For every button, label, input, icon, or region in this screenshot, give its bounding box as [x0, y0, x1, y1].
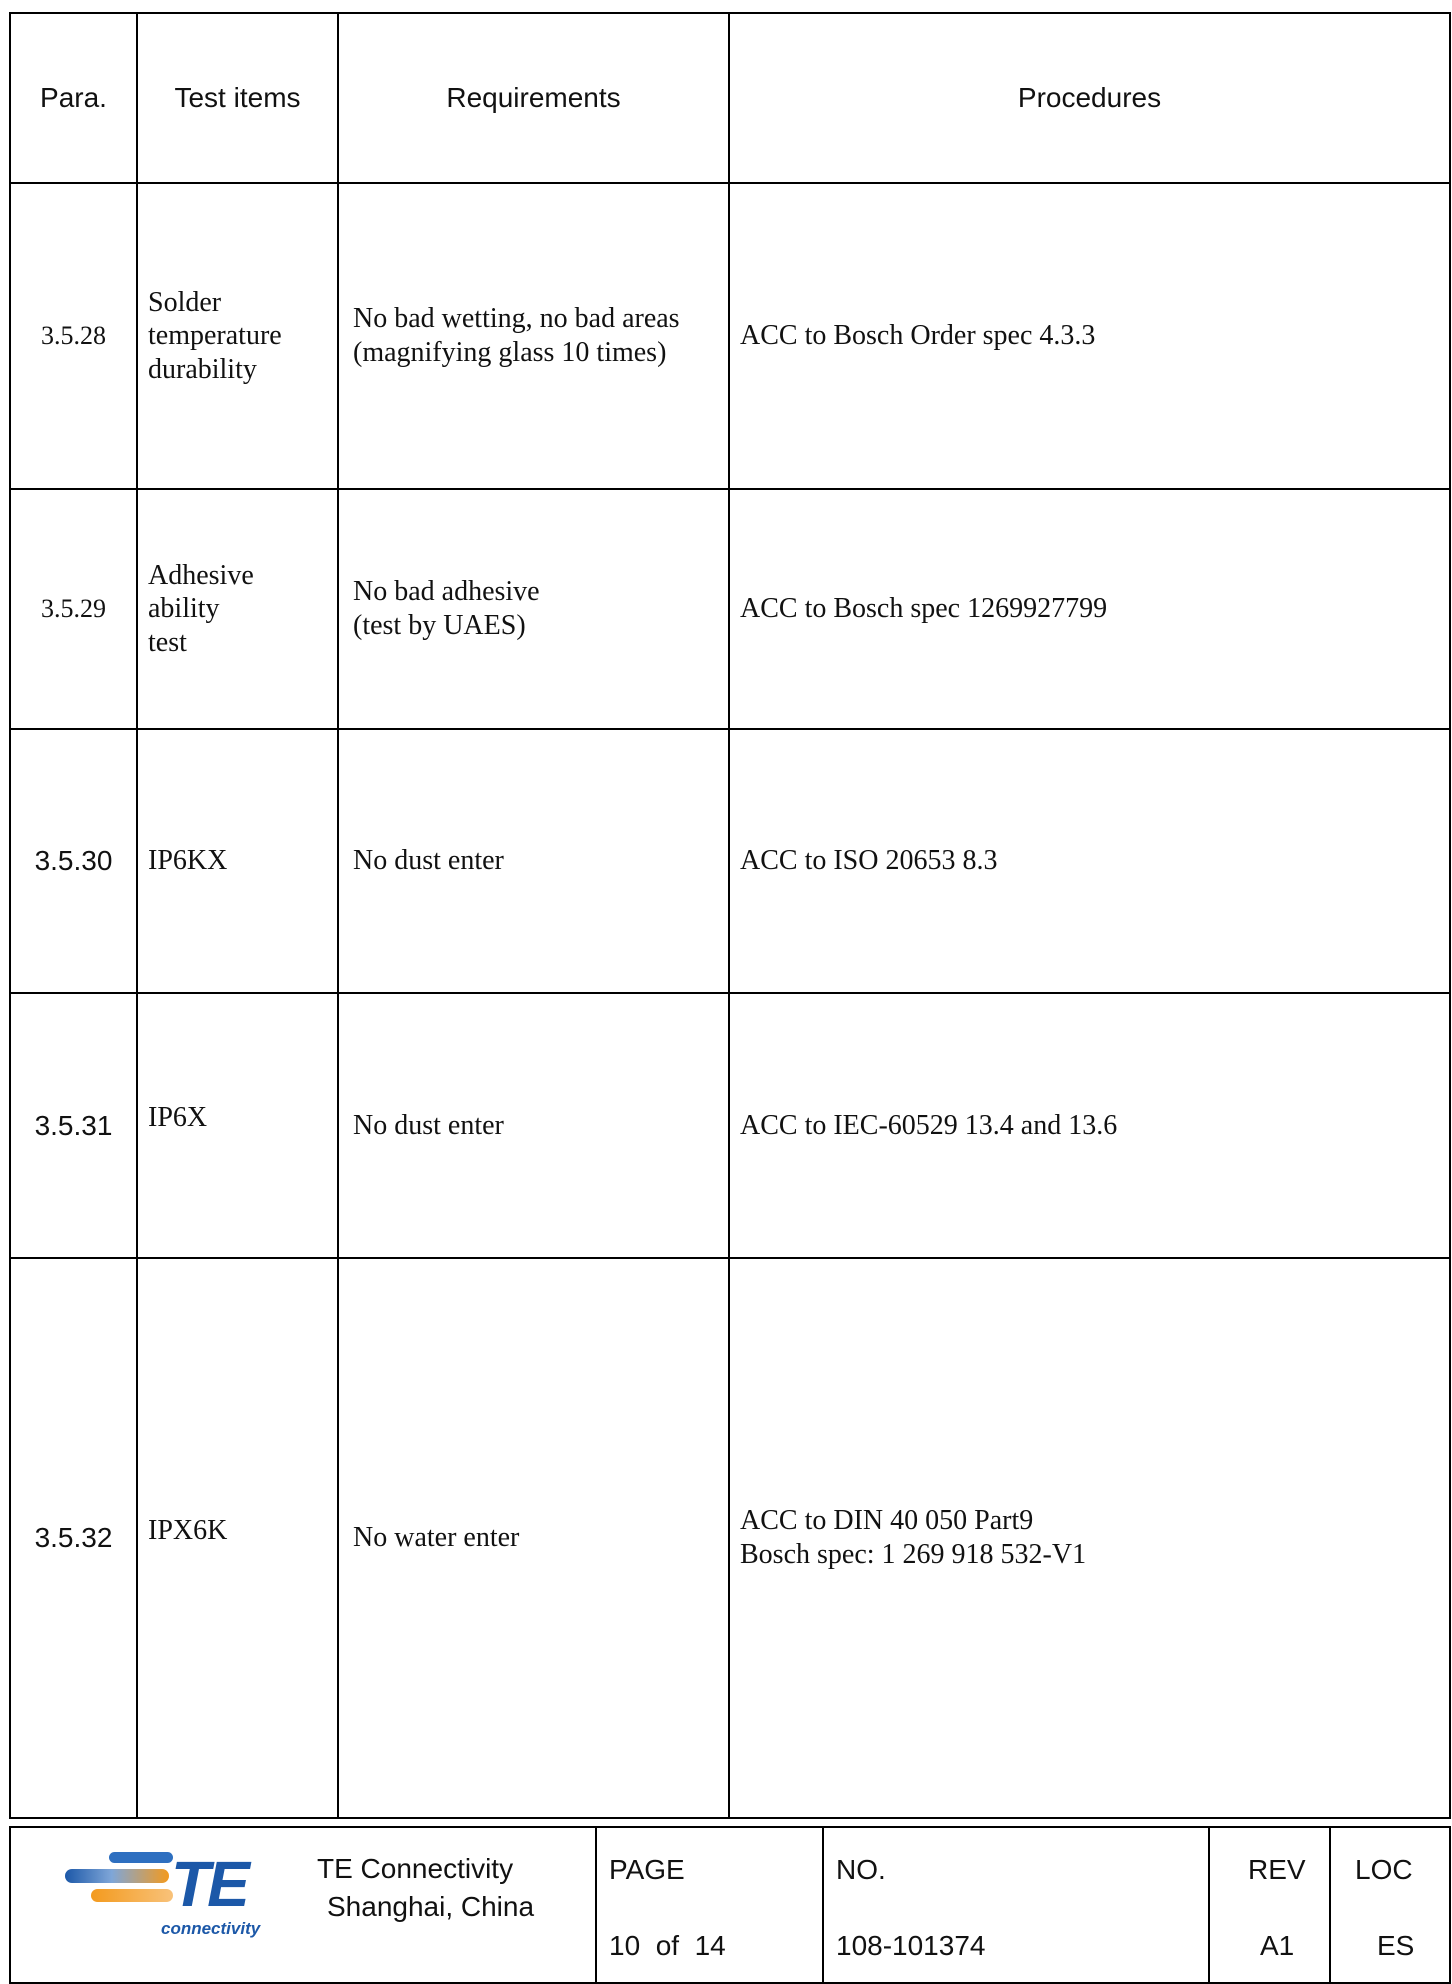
header-requirements: Requirements: [338, 13, 729, 183]
para-cell: 3.5.32: [10, 1258, 137, 1818]
test-item-cell: [137, 183, 338, 489]
location-value: ES: [1377, 1930, 1415, 1961]
page-value: 10 of 14: [609, 1930, 726, 1961]
procedure-cell: [729, 1258, 1450, 1818]
procedure-cell: [729, 729, 1450, 993]
procedure-line: ACC to Bosch spec 1269927799: [740, 593, 1108, 625]
procedure-line: ACC to ISO 20653 8.3: [740, 845, 998, 877]
specification-table: [9, 12, 1451, 1819]
para-cell: 3.5.28: [10, 183, 137, 489]
requirement-cell: [338, 183, 729, 489]
te-connectivity-logo: [61, 1850, 301, 1940]
test-item-line: IP6KX: [148, 845, 228, 877]
document-number-cell: [823, 1827, 1209, 1983]
procedure-line: ACC to Bosch Order spec 4.3.3: [740, 320, 1096, 352]
number-value: 108-101374: [836, 1930, 986, 1961]
title-block: [9, 1826, 1451, 1984]
number-label: NO.: [836, 1854, 886, 1885]
requirement-cell: [338, 489, 729, 729]
header-procedures: Procedures: [729, 13, 1450, 183]
test-item-line: IP6X: [148, 1101, 208, 1133]
revision-label: REV: [1248, 1854, 1306, 1885]
para-cell: 3.5.30: [10, 729, 137, 993]
test-item-line: test: [148, 626, 187, 658]
test-item-cell: [137, 993, 338, 1258]
table-header-row: [10, 13, 1450, 183]
test-item-cell: [137, 729, 338, 993]
requirement-line: No dust enter: [353, 845, 504, 877]
logo-swoosh-blue-top: [109, 1852, 173, 1863]
logo-mark-text: TE: [171, 1850, 247, 1920]
table-row: [10, 729, 1450, 993]
company-name: [317, 1850, 534, 1926]
test-item-line: Adhesive ability: [148, 559, 254, 625]
company-line-2: Shanghai, China: [327, 1891, 535, 1922]
test-item-line: temperature: [148, 320, 282, 352]
procedure-cell: [729, 489, 1450, 729]
para-cell: 3.5.29: [10, 489, 137, 729]
test-item-line: durability: [148, 353, 257, 385]
requirement-line: No bad adhesive: [353, 576, 540, 608]
requirement-line: (test by UAES): [353, 610, 526, 641]
test-item-line: Solder: [148, 286, 222, 318]
requirement-cell: [338, 1258, 729, 1818]
test-item-cell: [137, 489, 338, 729]
requirement-line: No water enter: [353, 1522, 520, 1554]
company-cell: [10, 1827, 596, 1983]
requirement-cell: [338, 729, 729, 993]
procedure-line: ACC to DIN 40 050 Part9: [740, 1505, 1034, 1537]
procedure-line: ACC to IEC-60529 13.4 and 13.6: [740, 1109, 1118, 1141]
table-row: [10, 1258, 1450, 1818]
table-row: [10, 993, 1450, 1258]
procedure-cell: [729, 183, 1450, 489]
requirement-line: (magnifying glass 10 times): [353, 337, 667, 368]
requirement-cell: [338, 993, 729, 1258]
para-cell: 3.5.31: [10, 993, 137, 1258]
logo-swoosh-blue: [65, 1869, 169, 1883]
requirement-line: No bad wetting, no bad areas: [353, 303, 680, 335]
header-test-items: Test items: [137, 13, 338, 183]
table-row: [10, 489, 1450, 729]
location-label: LOC: [1355, 1854, 1413, 1885]
page-label: PAGE: [609, 1854, 685, 1885]
location-cell: [1330, 1827, 1450, 1983]
logo-swoosh-orange: [91, 1889, 173, 1902]
test-item-line: IPX6K: [148, 1515, 228, 1547]
test-item-cell: [137, 1258, 338, 1818]
requirement-line: No dust enter: [353, 1109, 504, 1141]
revision-value: A1: [1260, 1930, 1295, 1961]
company-line-1: TE Connectivity: [317, 1853, 514, 1884]
logo-tagline-text: connectivity: [161, 1919, 261, 1938]
revision-cell: [1209, 1827, 1330, 1983]
table-row: [10, 183, 1450, 489]
page-cell: [596, 1827, 823, 1983]
procedure-line: Bosch spec: 1 269 918 532-V1: [740, 1539, 1087, 1570]
header-para: Para.: [10, 13, 137, 183]
procedure-cell: [729, 993, 1450, 1258]
